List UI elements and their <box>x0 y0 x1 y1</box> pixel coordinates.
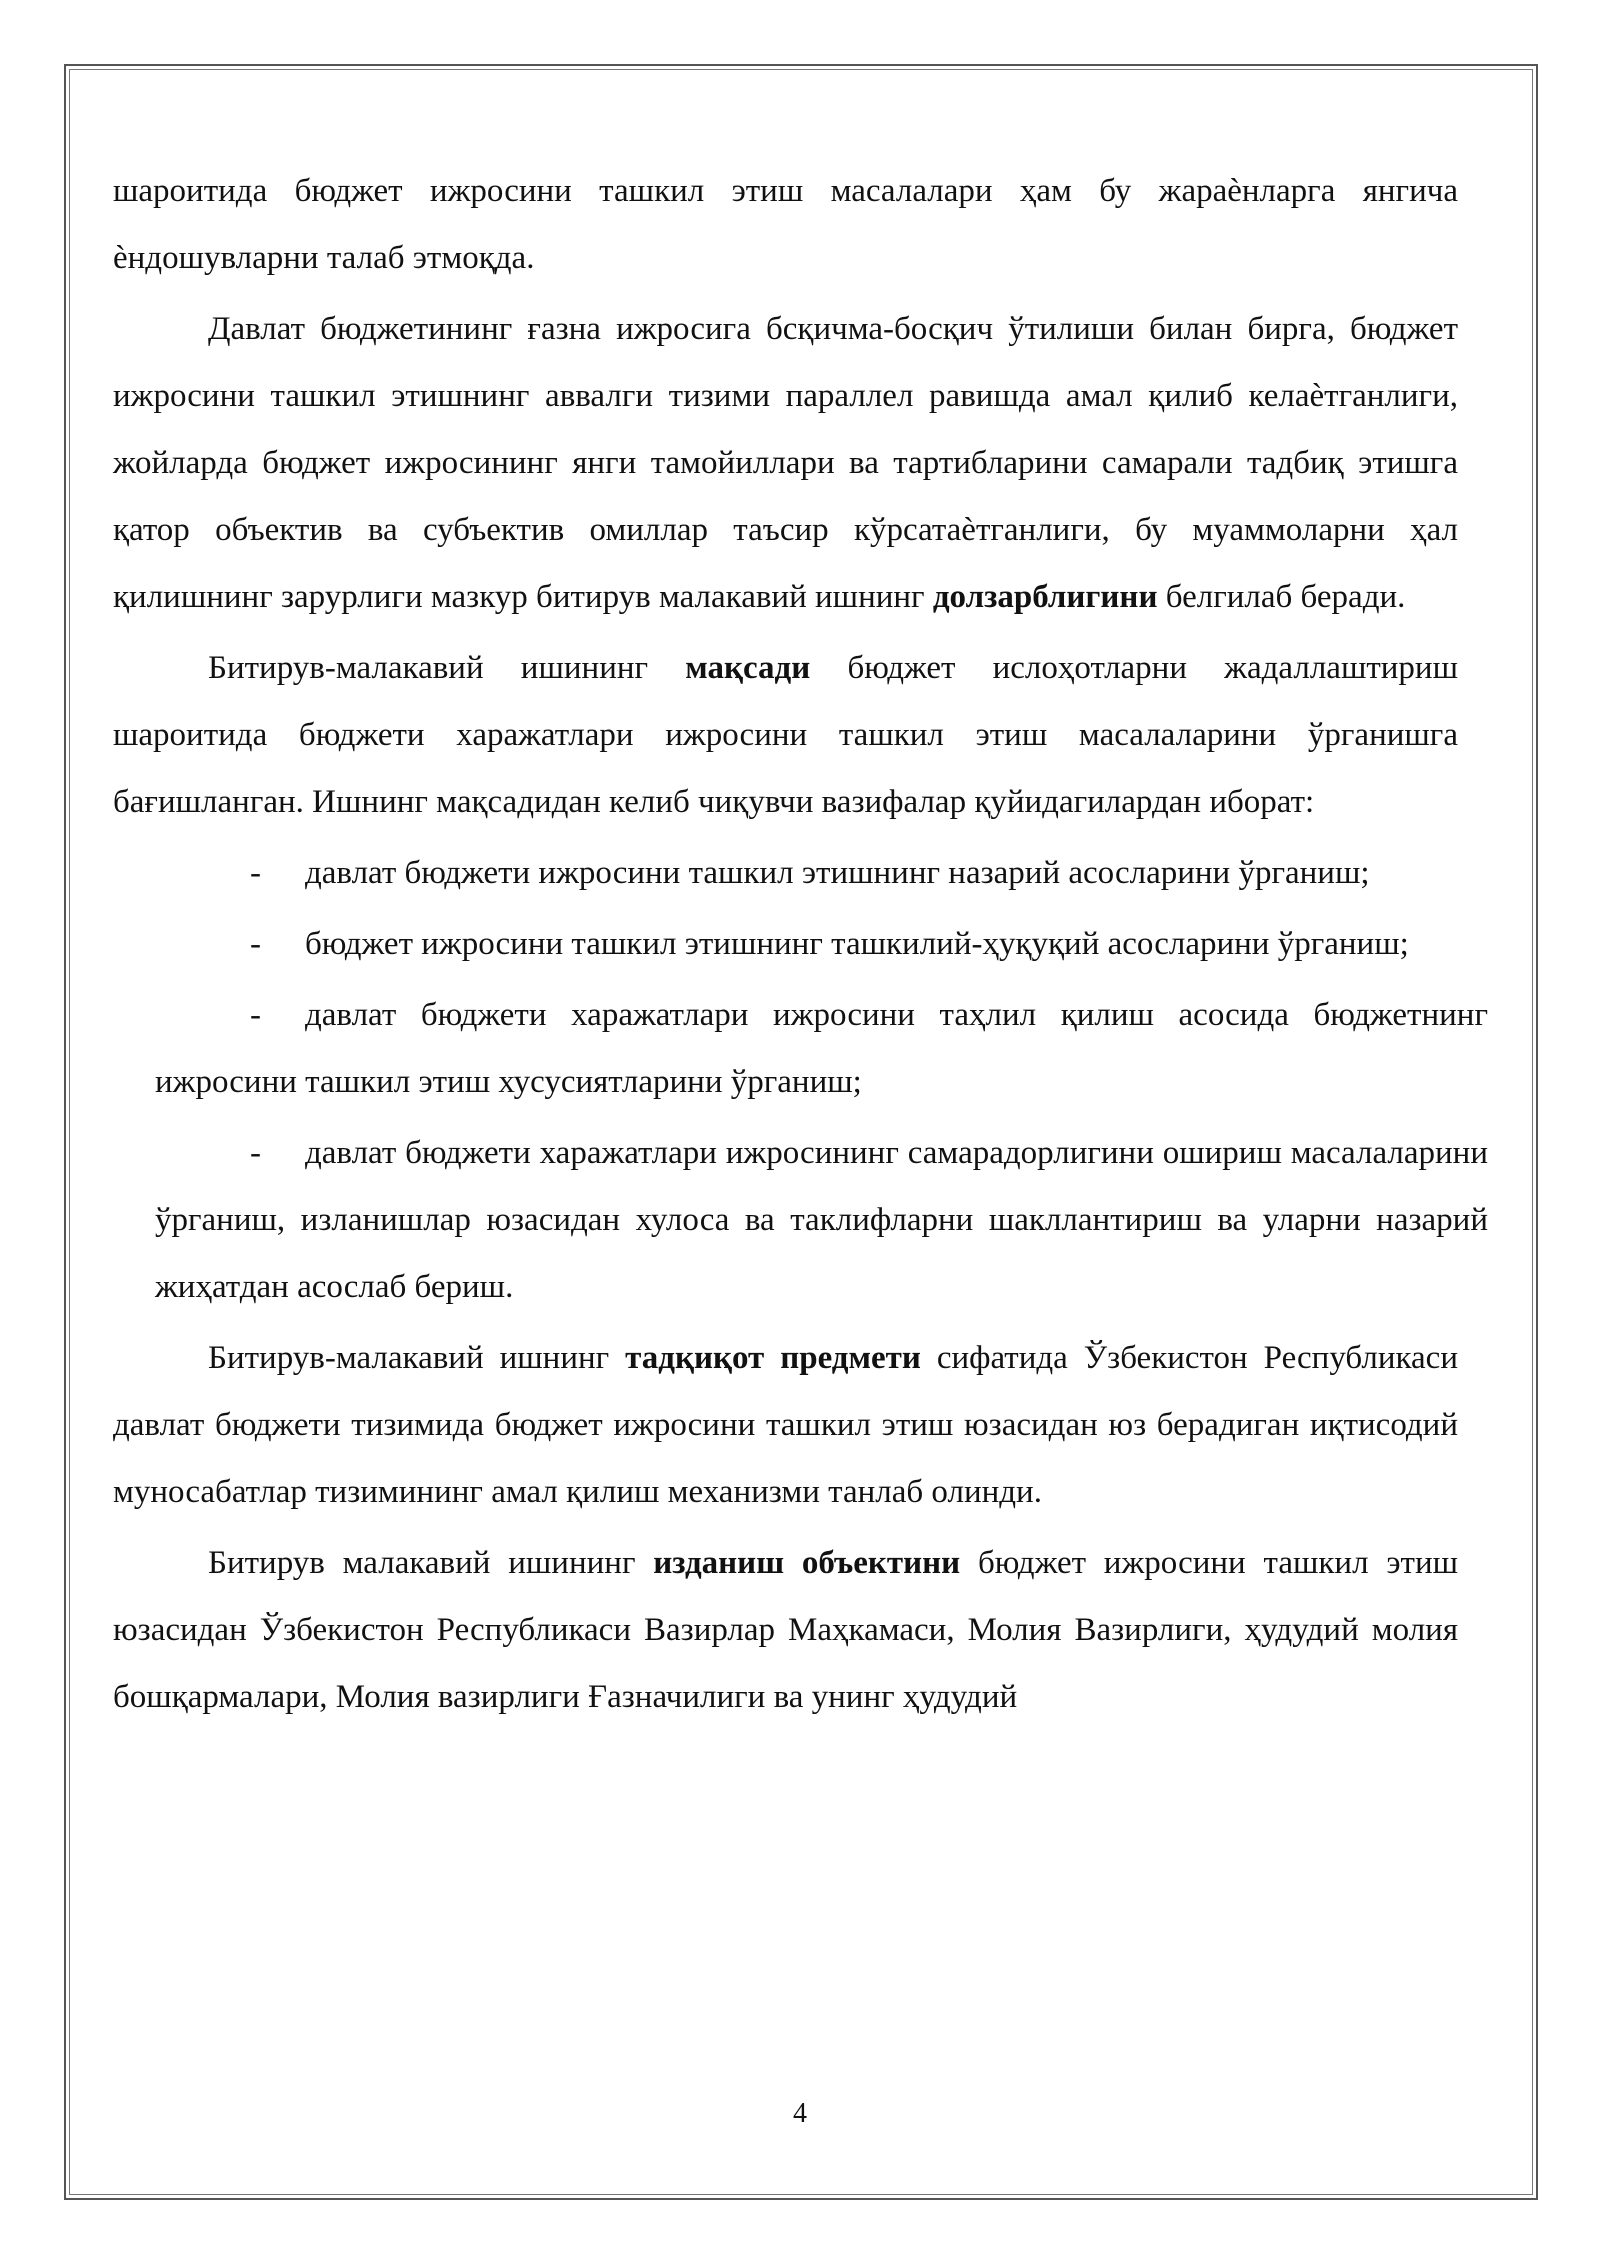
list-marker: - <box>250 926 261 962</box>
paragraph-3-bold: мақсади <box>685 650 811 686</box>
paragraph-3 <box>113 635 1458 836</box>
list-marker: - <box>250 855 261 891</box>
list-item-text: давлат бюджети харажатлари ижросининг самарадорлигини ошириш масалаларини ўрганиш, изланишлар юзасидан хулоса ва таклифларни шакллантириш ва уларни назарий жиҳатдан асослаб бериш. <box>155 1135 1488 1305</box>
paragraph-3-start: Битирув-малакавий ишининг <box>208 650 649 686</box>
paragraph-4-end: сифатида Ўзбекистон Республикаси давлат бюджети тизимида бюджет ижросини ташкил этиш юзасидан юз берадиган иқтисодий муносабатлар тизимининг амал қилиш механизми танлаб олинди. <box>113 1340 1458 1510</box>
list-item <box>155 1120 1488 1321</box>
list-item-text: давлат бюджети харажатлари ижросини таҳлил қилиш асосида бюджетнинг ижросини ташкил этиш хусусиятларини ўрганиш; <box>155 997 1488 1100</box>
paragraph-3-end: бюджет ислоҳотларни жадаллаштириш шароитида бюджети харажатлари ижросини ташкил этиш масалаларини ўрганишга бағишланган. Ишнинг мақсадидан келиб чиқувчи вазифалар қуйидагилардан иборат: <box>113 650 1459 820</box>
paragraph-4 <box>113 1325 1458 1526</box>
page-number: 4 <box>793 2098 807 2129</box>
paragraph-5 <box>113 1530 1458 1731</box>
list-item-text: бюджет ижросини ташкил этишнинг ташкилий-ҳуқуқий асосларини ўрганиш; <box>305 926 1409 962</box>
list-item <box>155 911 1488 978</box>
paragraph-5-bold: изданиш объектини <box>653 1545 961 1581</box>
paragraph-2-end: белгилаб беради. <box>1165 579 1406 615</box>
document-body <box>113 158 1488 1731</box>
paragraph-4-bold: тадқиқот предмети <box>625 1340 921 1376</box>
paragraph-5-start: Битирув малакавий ишининг <box>208 1545 636 1581</box>
paragraph-2 <box>113 296 1458 631</box>
list-item <box>155 840 1488 907</box>
list-marker: - <box>250 997 261 1033</box>
paragraph-1: шароитида бюджет ижросини ташкил этиш масалалари ҳам бу жараѐнларга янгича ѐндошувларни талаб этмоқда. <box>113 173 1458 276</box>
paragraph-2-text: Давлат бюджетининг ғазна ижросига бсқичма-босқич ўтилиши билан бирга, бюджет ижросини ташкил этишнинг аввалги тизими параллел равишда амал қилиб келаѐтганлиги, жойларда бюджет ижросининг янги тамойиллари ва тартибларини самарали тадбиқ этишга қатор объектив ва субъектив омиллар таъсир кўрсатаѐтганлиги, бу муаммоларни ҳал қилишнинг зарурлиги мазкур битирув малакавий ишнинг <box>113 311 1458 615</box>
list-item <box>155 982 1488 1116</box>
paragraph-2-bold: долзарблигини <box>932 579 1158 615</box>
paragraph-4-start: Битирув-малакавий ишнинг <box>208 1340 610 1376</box>
list-item-text: давлат бюджети ижросини ташкил этишнинг назарий асосларини ўрганиш; <box>305 855 1370 891</box>
paragraph-5-end: бюджет ижросини ташкил этиш юзасидан Ўзбекистон Республикаси Вазирлар Маҳкамаси, Молия Вазирлиги, ҳудудий молия бошқармалари, Молия вазирлиги Ғазначилиги ва унинг ҳудудий <box>113 1545 1459 1715</box>
list-marker: - <box>250 1135 261 1171</box>
